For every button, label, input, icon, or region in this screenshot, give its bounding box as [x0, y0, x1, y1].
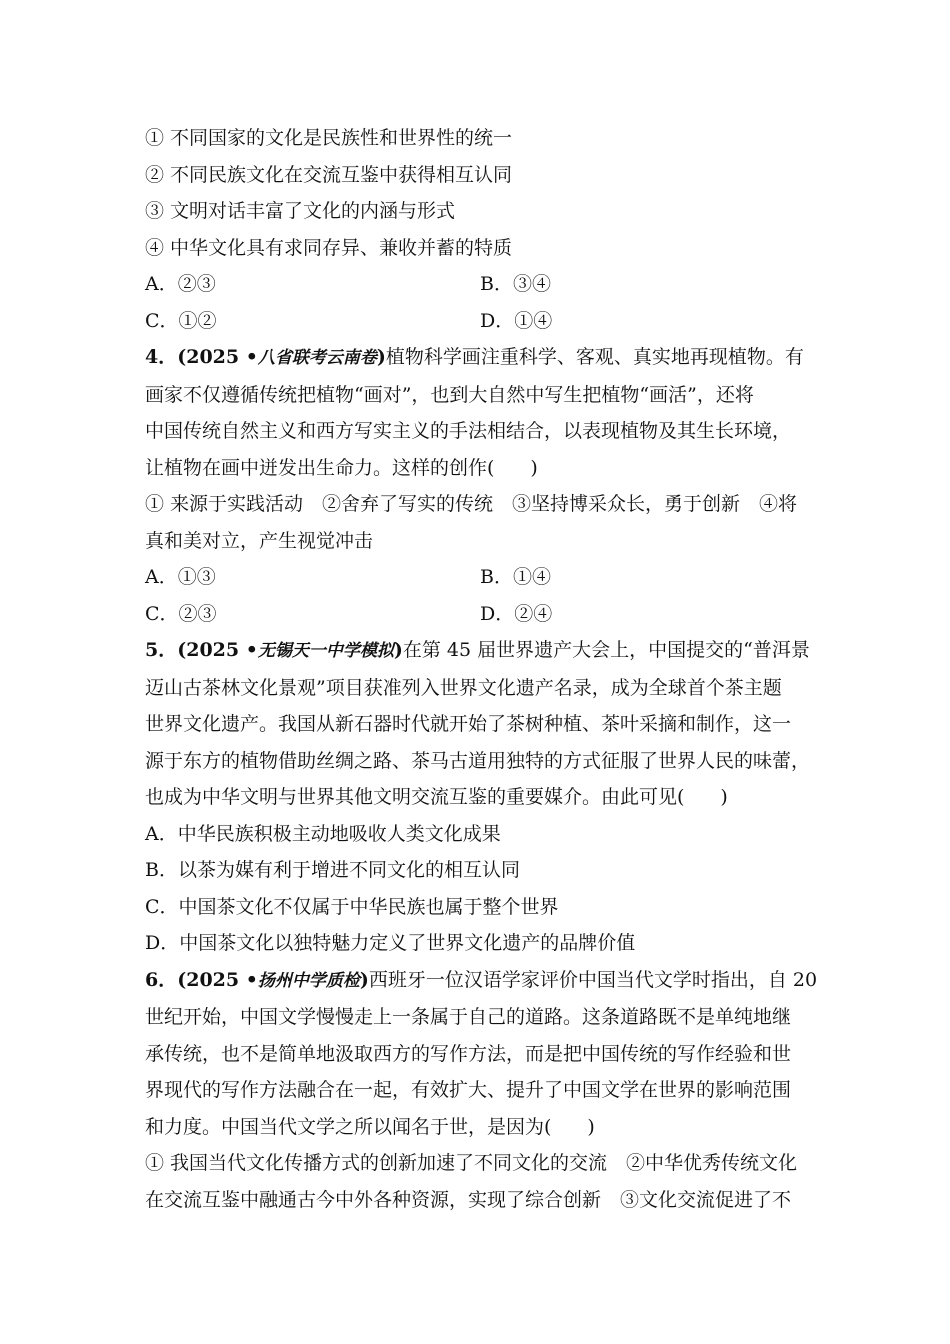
- q4-source-close: ): [376, 346, 386, 368]
- q3-statement: ③ 文明对话丰富了文化的内涵与形式: [145, 200, 456, 222]
- q3-statement: ① 不同国家的文化是民族性和世界性的统一: [145, 127, 513, 149]
- q3-statement: ② 不同民族文化在交流互鉴中获得相互认同: [145, 163, 513, 186]
- q3-options-row: [145, 303, 820, 340]
- q6-stem-line: 界现代的写作方法融合在一起，有效扩大、提升了中国文学在世界的影响范围: [145, 1079, 792, 1101]
- q6-source: 扬州中学质检: [257, 970, 360, 991]
- q4-number: 4．: [145, 346, 178, 368]
- q4-statement: ① 来源于实践活动 ②舍弃了写实的传统 ③坚持博采众长，勇于创新 ④将: [145, 493, 798, 515]
- q5-number: 5．: [145, 639, 178, 661]
- q6-stem-line: [145, 962, 820, 1000]
- q4-option-b[interactable]: B．①④: [480, 566, 551, 588]
- q5-stem-line: 世界文化遗产。我国从新石器时代就开始了茶树种植、茶叶采摘和制作，这一: [145, 713, 792, 735]
- q4-option-a[interactable]: A．①③: [145, 566, 216, 588]
- q5-stem-line: 源于东方的植物借助丝绸之路、茶马古道用独特的方式征服了世界人民的味蕾，: [145, 749, 811, 772]
- q6-stem-line: [145, 1109, 820, 1146]
- q4-stem-line: 画家不仅遵循传统把植物“画对”，也到大自然中写生把植物“画活”，还将: [145, 383, 754, 406]
- q4-stem-text: 植物科学画注重科学、客观、真实地再现植物。有: [385, 346, 804, 368]
- q4-stem-line: [145, 339, 820, 377]
- q5-stem-text: 也成为中华文明与世界其他文明交流互鉴的重要媒介。由此可见(: [145, 786, 685, 808]
- exam-content: [145, 120, 820, 1218]
- q4-options-row: [145, 596, 820, 633]
- q6-statement: ① 我国当代文化传播方式的创新加速了不同文化的交流 ②中华优秀传统文化: [145, 1152, 798, 1174]
- q3-option-a[interactable]: A．②③: [145, 273, 216, 295]
- q4-stem-line: [145, 450, 820, 487]
- q6-number: 6．: [145, 968, 178, 991]
- q4-stem-text: 让植物在画中迸发出生命力。这样的创作(: [145, 456, 495, 479]
- q5-year: (2025 •: [177, 639, 258, 661]
- q3-option-c[interactable]: C．①②: [145, 309, 217, 332]
- q5-option-b[interactable]: B．以茶为媒有利于增进不同文化的相互认同: [145, 859, 520, 881]
- q6-stem-line: 世纪开始，中国文学慢慢走上一条属于自己的道路。这条道路既不是单纯地继: [145, 1006, 792, 1028]
- q5-option-d[interactable]: D．中国茶文化以独特魅力定义了世界文化遗产的品牌价值: [145, 932, 636, 954]
- q6-stem-text: 和力度。中国当代文学之所以闻名于世，是因为(: [145, 1115, 552, 1138]
- q3-option-b[interactable]: B．③④: [480, 273, 551, 295]
- q5-stem-text: 在第 45 届世界遗产大会上，中国提交的“普洱景: [402, 639, 810, 661]
- q4-source: 八省联考云南卷: [257, 348, 377, 368]
- q5-stem-line: [145, 779, 820, 816]
- q4-statement: 真和美对立，产生视觉冲击: [145, 529, 374, 552]
- q5-option-c[interactable]: C．中国茶文化不仅属于中华民族也属于整个世界: [145, 895, 559, 918]
- q6-stem-line: 承传统，也不是简单地汲取西方的写作方法，而是把中国传统的写作经验和世: [145, 1042, 792, 1065]
- q6-blank-close: ): [587, 1115, 595, 1138]
- q5-blank-close: ): [720, 786, 728, 808]
- q3-option-d[interactable]: D．①④: [480, 309, 553, 332]
- q6-source-close: ): [359, 968, 369, 991]
- q4-stem-line: 中国传统自然主义和西方写实主义的手法相结合，以表现植物及其生长环境，: [145, 420, 792, 442]
- q4-options-row: [145, 559, 820, 596]
- q6-statement: 在交流互鉴中融通古今中外各种资源，实现了综合创新 ③文化交流促进了不: [145, 1188, 792, 1211]
- q4-year: (2025 •: [177, 346, 258, 368]
- q4-blank-close: ): [530, 456, 538, 479]
- q5-source-close: ): [393, 639, 403, 661]
- q3-statement: ④ 中华文化具有求同存异、兼收并蓄的特质: [145, 236, 513, 259]
- q4-option-c[interactable]: C．②③: [145, 602, 217, 625]
- q6-stem-text: 西班牙一位汉语学家评价中国当代文学时指出，自 20: [368, 968, 818, 991]
- q6-year: (2025 •: [177, 968, 258, 991]
- q5-stem-line: [145, 632, 820, 670]
- q5-source: 无锡天一中学模拟: [257, 641, 394, 661]
- q5-option-a[interactable]: A．中华民族积极主动地吸收人类文化成果: [145, 822, 501, 845]
- q3-options-row: [145, 266, 820, 303]
- q4-option-d[interactable]: D．②④: [480, 602, 553, 625]
- q5-stem-line: 迈山古茶林文化景观”项目获准列入世界文化遗产名录，成为全球首个茶主题: [145, 676, 782, 699]
